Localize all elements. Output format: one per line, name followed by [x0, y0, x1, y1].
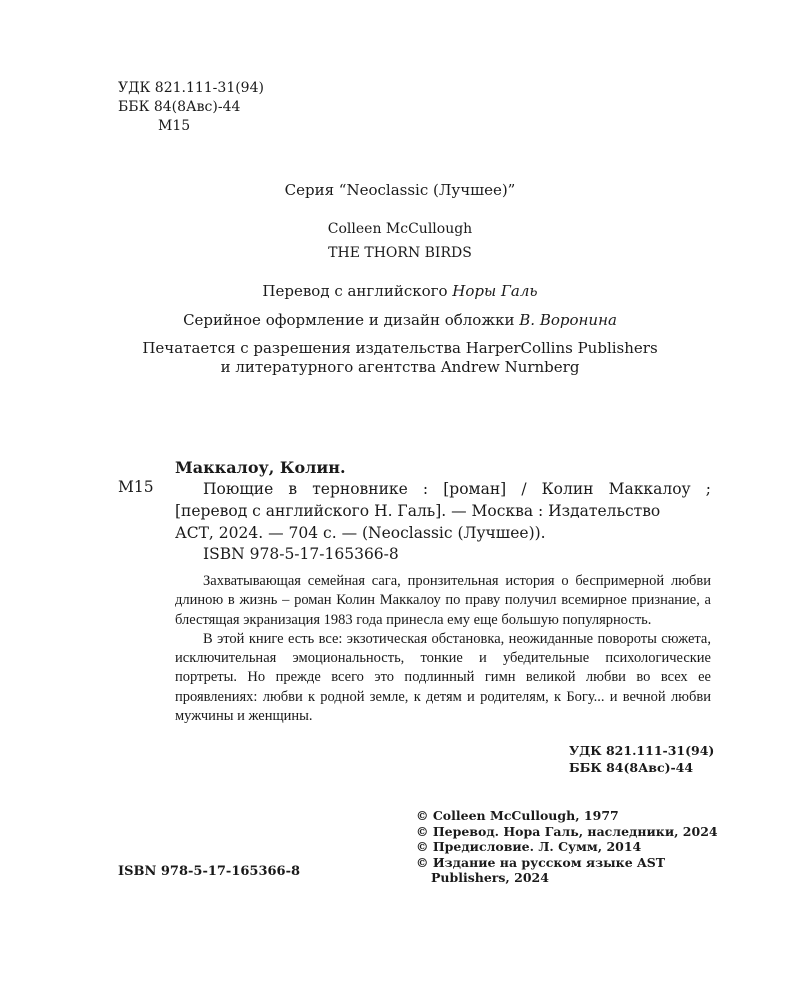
catalog-line-3: АСТ, 2024. — 704 с. — (Neoclassic (Лучшее)).	[175, 524, 546, 542]
bbk-code: ББК 84(8Авс)-44	[118, 99, 241, 115]
copyright-edition: © Издание на русском языке AST	[416, 854, 666, 870]
permission-line-2: и литературного агентства Andrew Nurnberg	[220, 358, 580, 376]
annotation-paragraph-1: Захватывающая семейная сага, пронзительная история о беспримерной любви длиною в жизнь – роман Колин Маккалоу по праву получил всемирное признание, а блестящая экранизация 1983 года принесла ему еще большую популярность.	[175, 573, 711, 628]
catalog-author: Маккалоу, Колин.	[175, 458, 346, 477]
udk-bbk-right	[569, 742, 714, 776]
udk-code: УДК 821.111-31(94)	[118, 80, 264, 96]
permission-line-1: Печатается с разрешения издательства HarperCollins Publishers	[142, 339, 658, 357]
catalog-isbn: ISBN 978-5-17-165366-8	[203, 545, 399, 563]
author-code: М15	[158, 118, 191, 134]
translation-credit	[0, 282, 800, 300]
designer-name: В. Воронина	[519, 311, 617, 329]
classification-block	[118, 79, 264, 136]
catalog-description	[175, 478, 711, 544]
copyright-block	[416, 808, 718, 886]
catalog-line-2: [перевод с английского Н. Галь]. — Москва : Издательство	[175, 502, 661, 520]
copyright-edition-cont: Publishers, 2024	[431, 870, 549, 885]
design-credit	[0, 311, 800, 329]
design-prefix: Серийное оформление и дизайн обложки	[183, 311, 515, 329]
series-line: Серия “Neoclassic (Лучшее)”	[284, 181, 516, 199]
copyright-preface: © Предисловие. Л. Сумм, 2014	[416, 839, 642, 854]
original-author: Colleen McCullough	[327, 221, 473, 237]
annotation-paragraph-2: В этой книге есть все: экзотическая обстановка, неожиданные повороты сюжета, исключительная эмоциональность, тонкие и убедительные психологические портреты. Но прежде всего это подлинный гимн великой любви во всех ее проявлениях: любви к родной земле, к детям и родителям, к Богу... и вечной любви мужчины и женщины.	[175, 630, 711, 725]
isbn-bottom: ISBN 978-5-17-165366-8	[118, 864, 301, 879]
annotation	[175, 572, 711, 726]
bbk-right: ББК 84(8Авс)-44	[569, 760, 694, 775]
copyright-translation: © Перевод. Нора Галь, наследники, 2024	[416, 823, 718, 839]
udk-right: УДК 821.111-31(94)	[569, 743, 715, 758]
translation-prefix: Перевод с английского	[262, 282, 448, 300]
catalog-line-1: Поющие в терновнике : [роман] / Колин Маккалоу ;	[203, 480, 711, 498]
translator-name: Норы Галь	[452, 282, 538, 300]
copyright-author: © Colleen McCullough, 1977	[416, 808, 619, 823]
original-title: THE THORN BIRDS	[328, 245, 472, 261]
catalog-code: М15	[118, 478, 154, 496]
